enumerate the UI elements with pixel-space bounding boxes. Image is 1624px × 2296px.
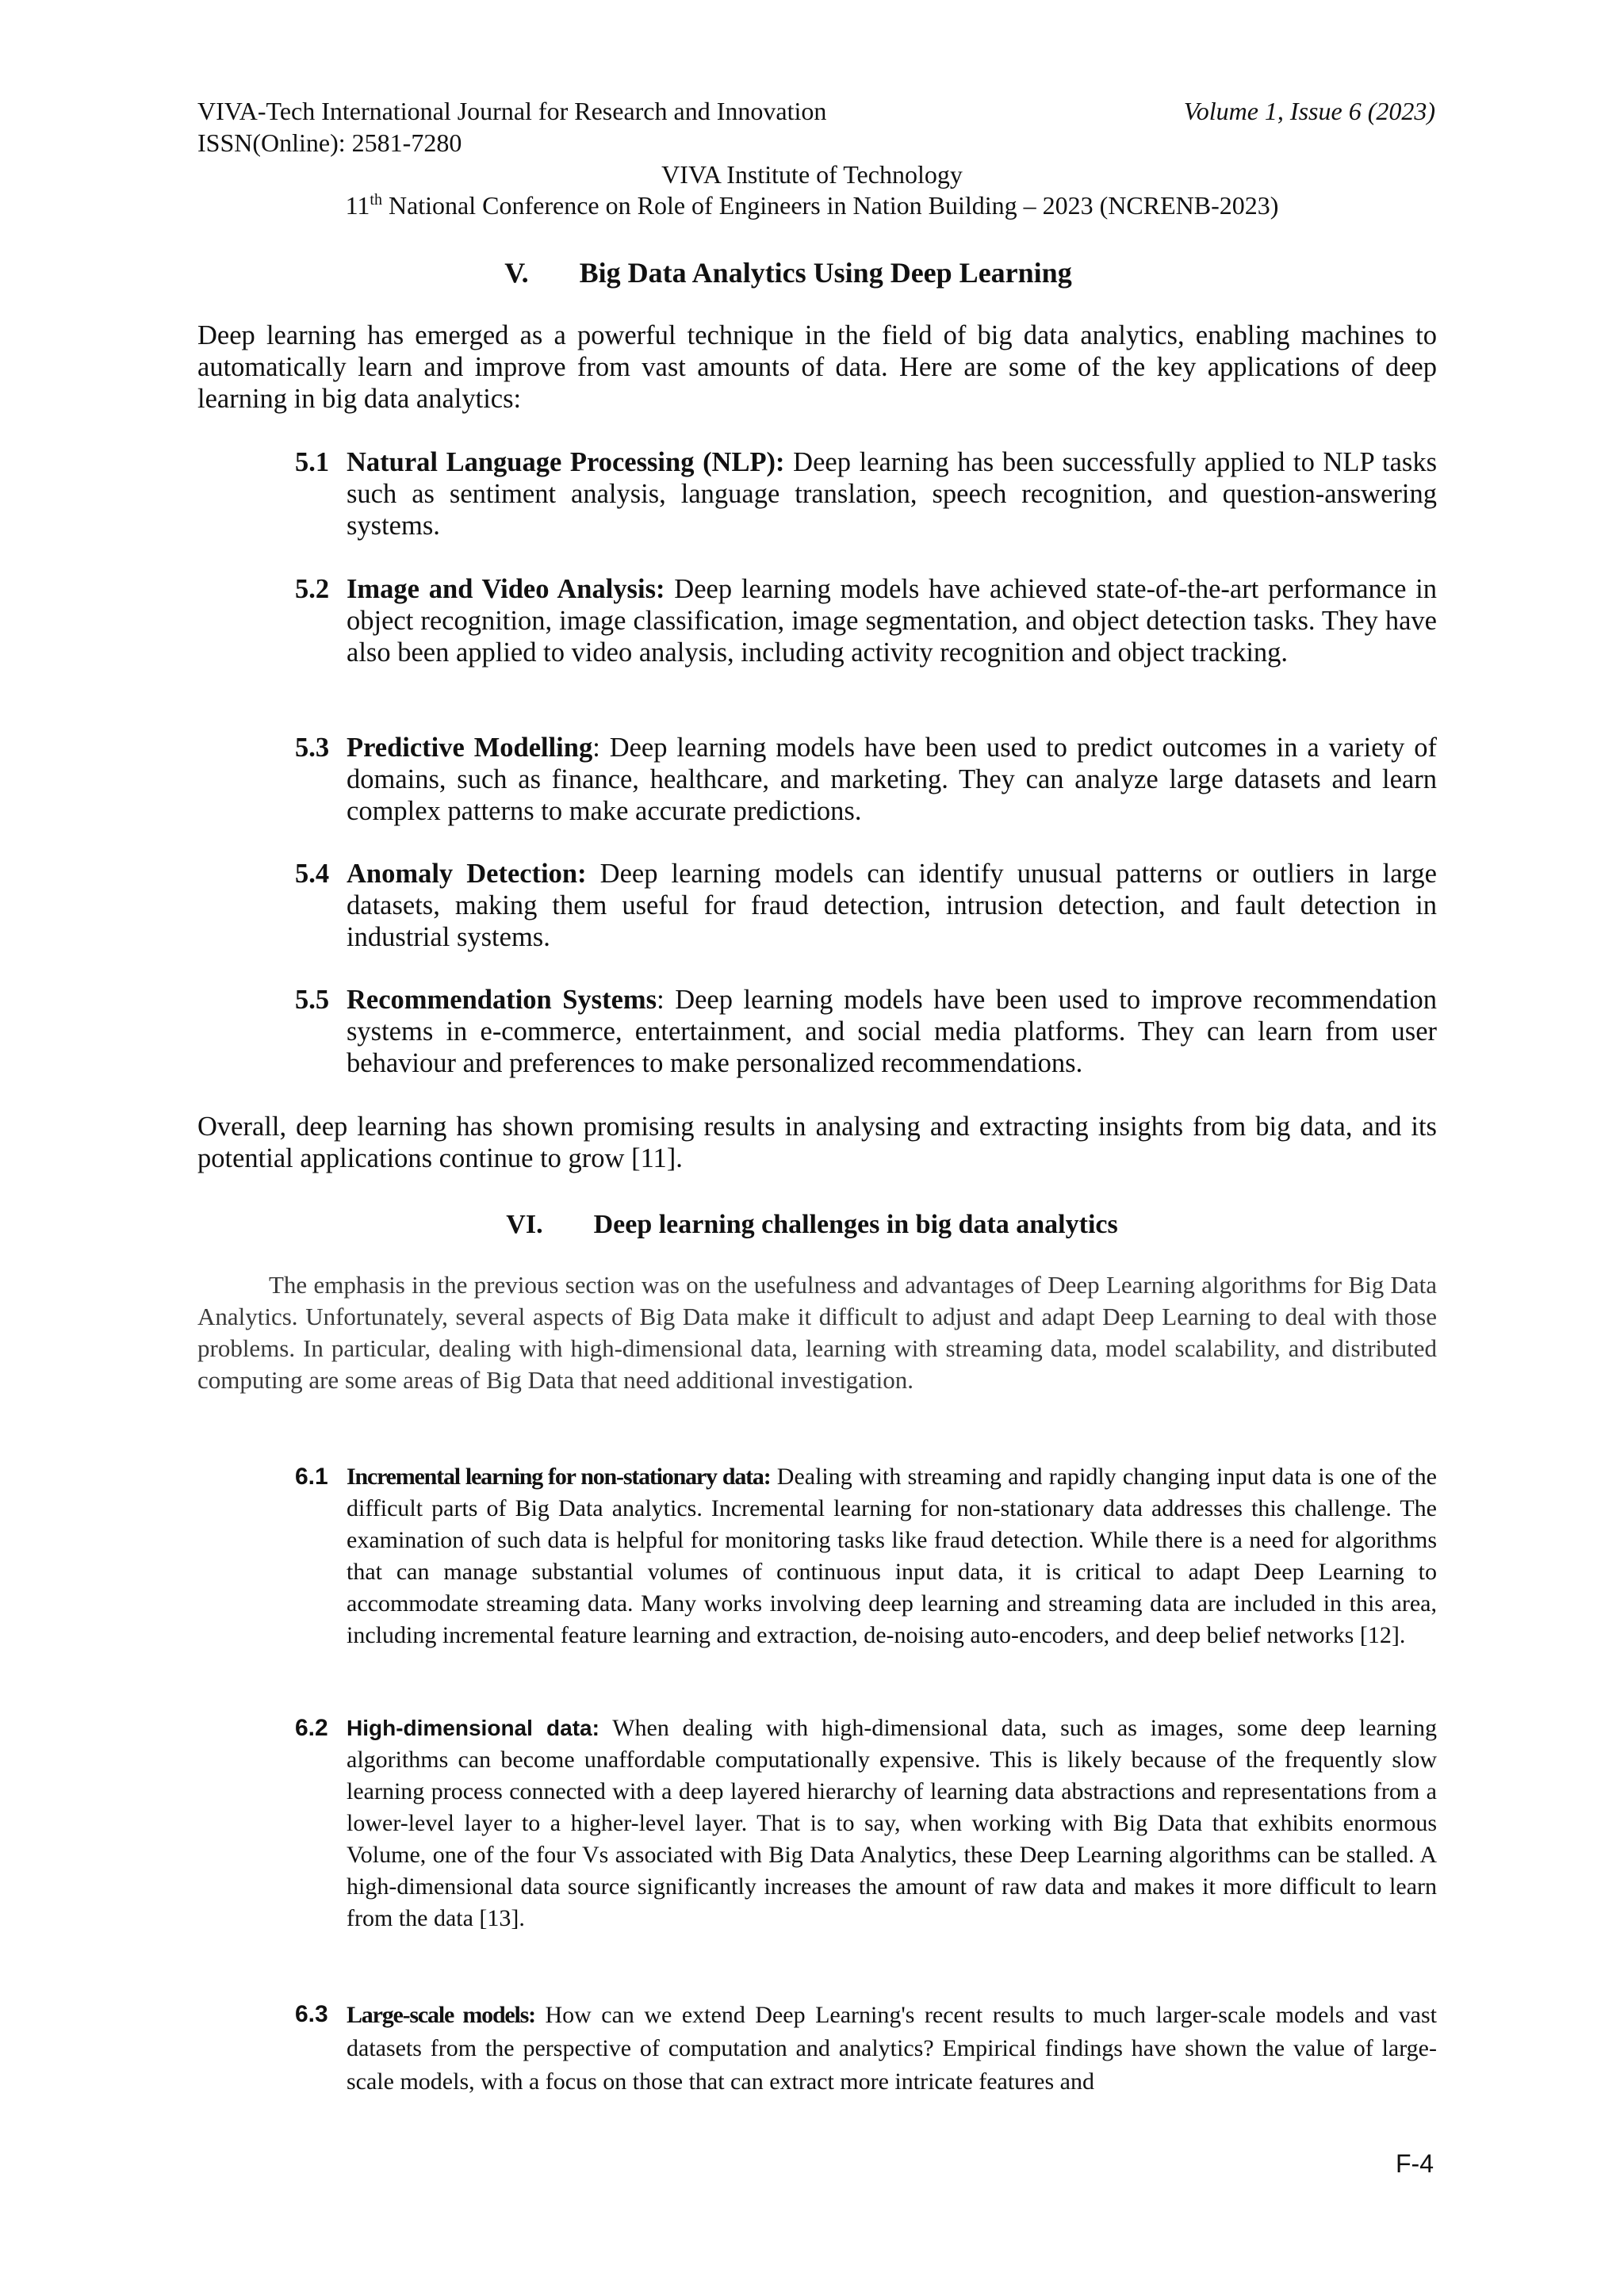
item-lead: Incremental learning for non-stationary data: bbox=[347, 1464, 771, 1490]
institute-name: VIVA Institute of Technology bbox=[661, 160, 963, 189]
item-lead: Predictive Modelling bbox=[347, 733, 593, 763]
conference-title: National Conference on Role of Engineers in Nation Building – 2023 (NCRENB-2023) bbox=[381, 191, 1279, 220]
list-item bbox=[295, 858, 1437, 953]
conference-ordinal: th bbox=[370, 191, 382, 209]
item-body bbox=[347, 984, 1437, 1079]
item-text: Deep learning models have achieved state-of-the-art performance in object recognition, image classification, image segmentation, and object detection tasks. They have also been applied to video analysis, including activity recognition and object tracking. bbox=[347, 574, 1437, 668]
list-item bbox=[295, 984, 1437, 1079]
item-text: How can we extend Deep Learning's recent results to much larger-scale models and vast datasets from the perspective of computation and analytics? Empirical findings have shown the value of large-scale models, with a focus on those that can extract more intricate features and bbox=[347, 2002, 1437, 2095]
section-title: Deep learning challenges in big data analytics bbox=[593, 1210, 1118, 1239]
item-body bbox=[347, 1461, 1437, 1651]
list-item bbox=[295, 732, 1437, 827]
item-lead: Recommendation Systems bbox=[347, 985, 657, 1015]
list-item bbox=[295, 1461, 1437, 1651]
item-number: 6.1 bbox=[295, 1464, 328, 1490]
item-lead: Image and Video Analysis: bbox=[347, 574, 665, 604]
page-number: F-4 bbox=[1396, 2149, 1434, 2178]
section-intro-paragraph: The emphasis in the previous section was on the usefulness and advantages of Deep Learning algorithms for Big Data Analytics. Unfortunately, several aspects of Big Data make it difficult to adjust and adapt Deep Learning to deal with those problems. In particular, dealing with high-dimensional data, learning with streaming data, model scalability, and distributed computing are some areas of Big Data that need additional investigation. bbox=[197, 1271, 1437, 1394]
section-number: VI. bbox=[506, 1210, 543, 1239]
item-lead: Large-scale models: bbox=[347, 2002, 535, 2028]
item-lead: Anomaly Detection: bbox=[347, 859, 587, 889]
list-item bbox=[295, 1712, 1437, 1934]
item-number: 5.1 bbox=[295, 447, 330, 477]
conference-number: 11 bbox=[345, 191, 370, 220]
journal-name: VIVA-Tech International Journal for Research and Innovation bbox=[197, 97, 827, 125]
section-conclusion-paragraph: Overall, deep learning has shown promising results in analysing and extracting insights from big data, and its potential applications continue to grow [11]. bbox=[197, 1112, 1437, 1173]
item-body bbox=[347, 732, 1437, 827]
item-body bbox=[347, 446, 1437, 541]
conference-name bbox=[0, 189, 1624, 221]
list-item bbox=[295, 1999, 1437, 2099]
section-heading bbox=[0, 255, 1600, 290]
item-number: 5.2 bbox=[295, 574, 330, 604]
item-text: When dealing with high-dimensional data, such as images, some deep learning algorithms can become unaffordable computationally expensive. This is likely because of the frequently slow learning process connected with a deep layered hierarchy of learning data abstractions and representations from a lower-level layer to a higher-level layer. That is to say, when working with Big Data that exhibits enormous Volume, one of the four Vs associated with Big Data Analytics, these Deep Learning algorithms can be stalled. A high-dimensional data source significantly increases the amount of raw data and makes it more difficult to learn from the data [13]. bbox=[347, 1715, 1437, 1931]
item-body bbox=[347, 1712, 1437, 1934]
item-number: 5.4 bbox=[295, 859, 330, 889]
item-number: 6.2 bbox=[295, 1715, 328, 1741]
volume-issue: Volume 1, Issue 6 (2023) bbox=[1183, 97, 1435, 125]
item-text: Dealing with streaming and rapidly changing input data is one of the difficult parts of Big Data analytics. Incremental learning for non-stationary data addresses this challenge. The examination of such data is helpful for monitoring tasks like fraud detection. While there is a need for algorithms that can manage substantial volumes of continuous input data, it is critical to adapt Deep Learning to accommodate streaming data. Many works involving deep learning and streaming data are included in this area, including incremental feature learning and extraction, de-noising auto-encoders, and deep belief networks [12]. bbox=[347, 1464, 1437, 1648]
item-body bbox=[347, 1999, 1437, 2099]
issn: ISSN(Online): 2581-7280 bbox=[197, 128, 462, 157]
item-text: Deep learning models can identify unusual patterns or outliers in large datasets, making them useful for fraud detection, intrusion detection, and fault detection in industrial systems. bbox=[347, 859, 1437, 952]
item-number: 5.3 bbox=[295, 733, 330, 763]
item-number: 5.5 bbox=[295, 985, 330, 1015]
item-text: : Deep learning models have been used to predict outcomes in a variety of domains, such as finance, healthcare, and marketing. They can analyze large datasets and learn complex patterns to make accurate predictions. bbox=[347, 733, 1437, 826]
item-lead: High-dimensional data: bbox=[347, 1716, 599, 1740]
item-number: 6.3 bbox=[295, 2001, 328, 2027]
item-body bbox=[347, 858, 1437, 953]
section-intro-paragraph: Deep learning has emerged as a powerful technique in the field of big data analytics, enabling machines to automatically learn and improve from vast amounts of data. Here are some of the key applications of deep learning in big data analytics: bbox=[197, 320, 1437, 414]
item-text: Deep learning has been successfully applied to NLP tasks such as sentiment analysis, language translation, speech recognition, and question-answering systems. bbox=[347, 447, 1438, 541]
section-number: V. bbox=[504, 257, 529, 289]
section-title: Big Data Analytics Using Deep Learning bbox=[579, 257, 1072, 289]
list-item bbox=[295, 446, 1437, 541]
section-heading bbox=[0, 1207, 1624, 1242]
item-lead: Natural Language Processing (NLP): bbox=[347, 447, 785, 477]
item-body bbox=[347, 573, 1437, 668]
item-text: : Deep learning models have been used to improve recommendation systems in e-commerce, entertainment, and social media platforms. They can learn from user behaviour and preferences to make personalized recommendations. bbox=[347, 985, 1437, 1078]
list-item bbox=[295, 573, 1437, 668]
